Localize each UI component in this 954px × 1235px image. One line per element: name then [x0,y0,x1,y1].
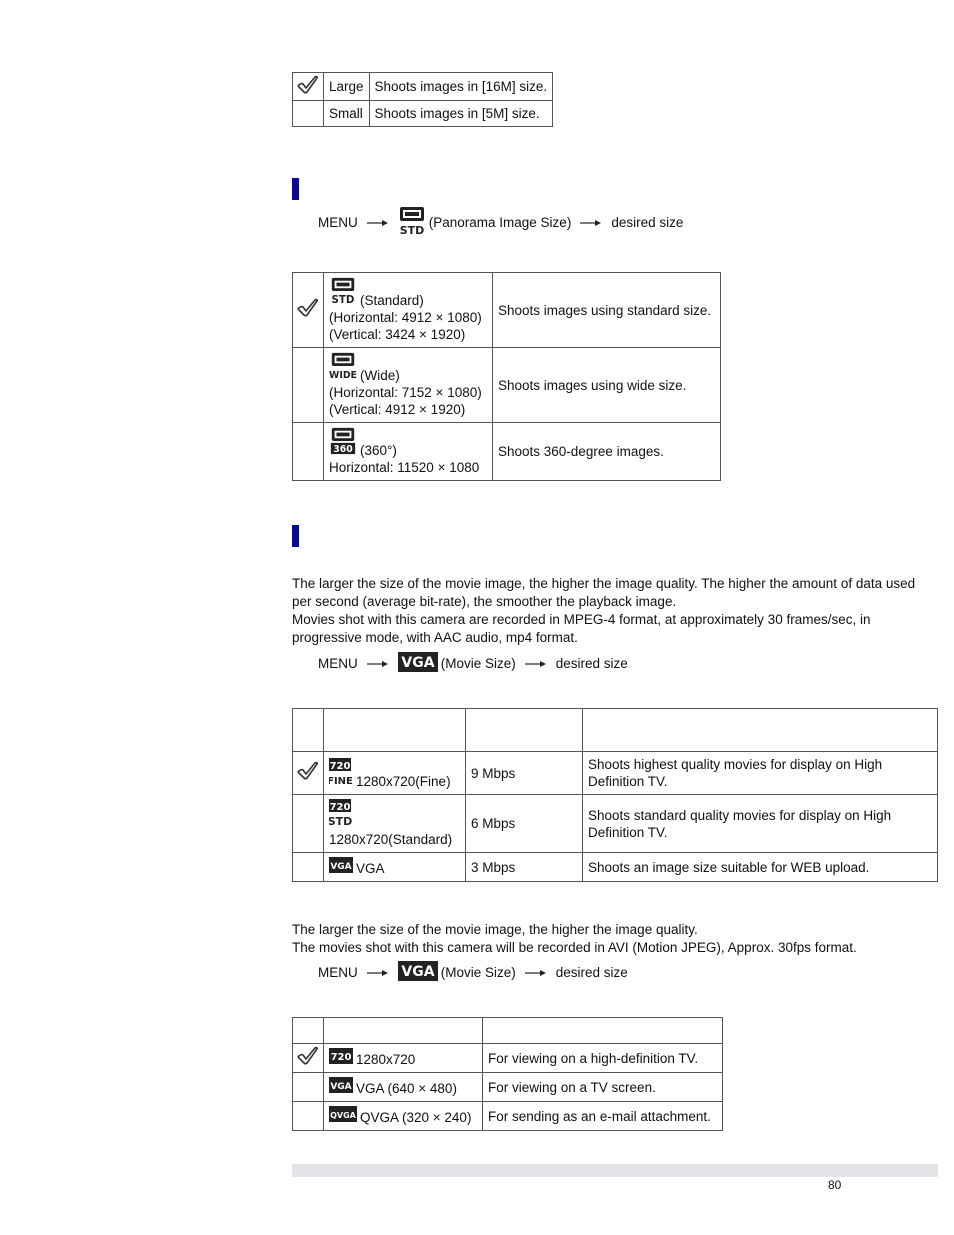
desc-cell: Shoots images in [5M] size. [369,101,553,127]
svg-text:VGA: VGA [401,963,435,980]
size-line: Horizontal: 11520 × 1080 [329,460,480,475]
movie-vga-icon [398,652,438,675]
arrow-right-icon [367,215,389,230]
desc-cell: Shoots images in [16M] size. [369,73,553,101]
size-cell [324,853,466,882]
table-row [293,1044,723,1073]
svg-text:STD: STD [329,815,353,827]
check-cell [293,752,324,795]
arrow-right-icon [580,215,602,230]
movie-avi-description [292,921,922,957]
size-cell [324,752,466,795]
check-cell [293,101,324,127]
page-number: 80 [828,1178,842,1192]
menu-label: MENU [318,964,358,980]
size-name: (Wide) [360,368,400,383]
checkmark-icon [297,761,319,785]
table-row [293,795,938,853]
arrow-right-icon [525,965,547,980]
desc-cell: Shoots 360-degree images. [493,423,721,481]
checkmark-icon [297,1046,319,1070]
size-cell [324,273,493,348]
size-cell [324,348,493,423]
desc-cell: Shoots an image size suitable for WEB upload. [583,853,938,882]
menu-label: MENU [318,655,358,671]
svg-text:STD: STD [331,294,355,305]
image-size-table [292,72,553,127]
paragraph: The movies shot with this camera will be recorded in AVI (Motion JPEG), Approx. 30fps format. [292,940,857,955]
menu-destination: desired size [555,964,628,980]
menu-destination: desired size [555,655,628,671]
table-row [293,348,721,423]
section-marker [292,525,299,547]
check-cell [293,273,324,348]
size-line: (Horizontal: 4912 × 1080) [329,310,482,325]
svg-text:360: 360 [333,444,353,455]
menu-path-panorama [318,206,683,238]
movie-vga-icon [329,1077,353,1097]
table-header-row [293,709,938,752]
bitrate-cell: 6 Mbps [466,795,583,853]
table-row [293,752,938,795]
table-row [293,1102,723,1131]
svg-text:VGA: VGA [401,654,435,671]
svg-text:STD: STD [399,223,425,236]
check-cell [293,1044,324,1073]
size-cell: Large [324,73,370,101]
check-cell [293,348,324,423]
size-name: (360°) [360,443,397,458]
svg-text:VGA: VGA [330,1082,352,1092]
svg-text:WIDE: WIDE [329,370,357,380]
svg-text:720: 720 [329,802,351,813]
size-label: 1280x720(Standard) [329,832,453,847]
desc-cell: For viewing on a TV screen. [483,1073,723,1102]
size-line: (Vertical: 3424 × 1920) [329,327,466,342]
bitrate-cell: 9 Mbps [466,752,583,795]
table-row [293,273,721,348]
movie-vga-icon [329,857,353,877]
menu-path-movie-avi [318,959,628,985]
movie-vga-icon [398,961,438,984]
movie-720-std-icon [329,799,353,831]
panorama-std-icon [329,277,357,309]
menu-path-movie-mp4 [318,650,628,676]
panorama-std-icon [398,206,426,239]
arrow-right-icon [367,965,389,980]
movie-720-icon [329,1048,353,1068]
size-cell [324,1044,483,1073]
table-row [293,1073,723,1102]
movie-qvga-icon [329,1106,357,1126]
movie-mp4-description [292,575,922,647]
size-cell: Small [324,101,370,127]
paragraph: The larger the size of the movie image, the higher the image quality. [292,922,698,937]
table-row [293,73,553,101]
svg-text:QVGA: QVGA [330,1111,356,1120]
size-name: (Standard) [360,293,424,308]
arrow-right-icon [367,656,389,671]
panorama-wide-icon [329,352,357,384]
check-cell [293,423,324,481]
size-label: QVGA (320 × 240) [360,1110,472,1125]
bitrate-cell: 3 Mbps [466,853,583,882]
desc-cell: For sending as an e-mail attachment. [483,1102,723,1131]
size-cell [324,1102,483,1131]
size-label: VGA (640 × 480) [356,1081,457,1096]
size-cell [324,795,466,853]
menu-item-label: (Movie Size) [440,655,516,671]
menu-item-label: (Panorama Image Size) [428,214,572,230]
size-cell [324,1073,483,1102]
table-header-row [293,1018,723,1044]
movie-720-fine-icon [329,758,353,790]
table-row [293,423,721,481]
menu-destination: desired size [611,214,684,230]
menu-label: MENU [318,214,358,230]
svg-text:VGA: VGA [330,862,352,872]
svg-text:720: 720 [330,1052,352,1063]
panorama-size-table [292,272,721,481]
movie-mp4-table [292,708,938,882]
checkmark-icon [297,75,319,99]
size-line: (Horizontal: 7152 × 1080) [329,385,482,400]
desc-cell: Shoots highest quality movies for display on High Definition TV. [583,752,938,795]
desc-cell: Shoots images using wide size. [493,348,721,423]
desc-cell: Shoots images using standard size. [493,273,721,348]
size-cell [324,423,493,481]
footer-bar [292,1164,938,1177]
panorama-360-icon [329,427,357,459]
size-label: VGA [356,861,385,876]
paragraph: Movies shot with this camera are recorded in MPEG-4 format, at approximately 30 frames/sec, in progressive mode, with AAC audio, mp4 format. [292,612,871,645]
checkmark-icon [297,298,319,322]
size-label: 1280x720(Fine) [356,774,451,789]
svg-text:FINE: FINE [329,776,353,786]
desc-cell: For viewing on a high-definition TV. [483,1044,723,1073]
svg-text:720: 720 [329,761,351,772]
table-row [293,853,938,882]
movie-avi-table [292,1017,723,1131]
desc-cell: Shoots standard quality movies for display on High Definition TV. [583,795,938,853]
size-label: 1280x720 [356,1052,416,1067]
table-row [293,101,553,127]
check-cell [293,795,324,853]
paragraph: The larger the size of the movie image, the higher the image quality. The higher the amount of data used per second (average bit-rate), the smoother the playback image. [292,576,916,609]
check-cell [293,1073,324,1102]
section-marker [292,178,299,200]
check-cell [293,853,324,882]
check-cell [293,73,324,101]
menu-item-label: (Movie Size) [440,964,516,980]
check-cell [293,1102,324,1131]
arrow-right-icon [525,656,547,671]
size-line: (Vertical: 4912 × 1920) [329,402,466,417]
